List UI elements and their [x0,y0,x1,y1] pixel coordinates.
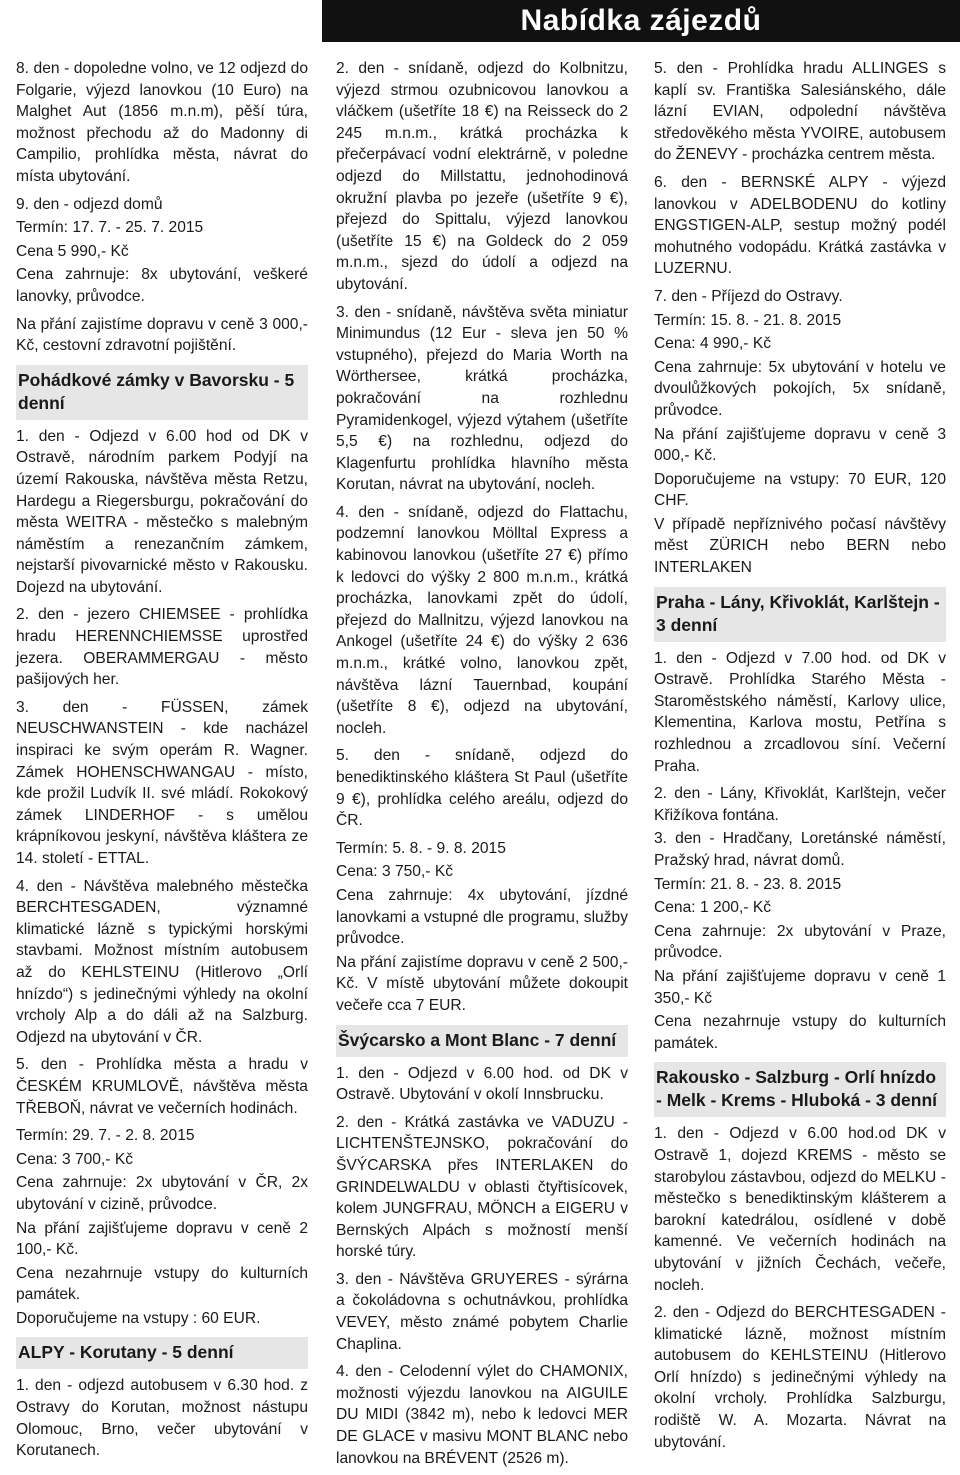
section-heading: Rakousko - Salzburg - Orlí hnízdo - Melk - Krems - Hluboká - 3 denní [654,1062,946,1117]
paragraph: V případě nepříznivého počasí návštěvy měst ZÜRICH nebo BERN nebo INTERLAKEN [654,515,946,577]
price-includes: Cena zahrnuje: 4x ubytování, jízdné lanovkami a vstupné dle programu, služby průvodce. [336,886,628,948]
paragraph: 5. den - Prohlídka hradu ALLINGES s kaplí sv. Františka Salesiánského, dále lázní EVIAN, odpolední návštěva středověkého města YVOIRE, autobusem do ŽENEVY - procházka centrem města. [654,60,946,164]
paragraph: 4. den - snídaně, odjezd do Flattachu, podzemní lanovkou Mölltal Express a kabinovou lanovkou (ušetříte 27 €) přímo k ledovci do výšky 2 800 m.n.m., krátká procházka, lanovkami zpět do údolí, přejezd do Mallnitzu, výjezd lanovkou na Ankogel (ušetříte 24 €) do výšky 2 636 m.n.m., krátké volno, lanovkou zpět, návštěva lázní Tauernbad, koupání (ušetříte 8 €), odjezd na ubytování, nocleh. [336,503,628,737]
trip-price: Cena: 3 750,- Kč [336,863,454,881]
paragraph: Cena nezahrnuje vstupy do kulturních památek. [654,1013,946,1052]
page-title: Nabídka zájezdů [520,4,762,37]
paragraph: 3. den - FÜSSEN, zámek NEUSCHWANSTEIN - kde nacházel inspiraci ke svým operám R. Wagner. Zámek HOHENSCHWANGAU - místo, kde prožil Ludvík II. své mládí. Rokokový zámek LINDERHOF - s umělou krápníkovou jeskyní, návštěva kláštera ze 14. století - ETTAL. [16,698,308,867]
trip-price: Cena: 1 200,- Kč [654,899,772,917]
paragraph: 1. den - odjezd autobusem v 6.30 hod. z Ostravy do Korutan, možnost nástupu Olomouc, Brno, večer ubytování v Korutanech. [16,1377,308,1460]
paragraph: 3. den - snídaně, návštěva světa miniatur Minimundus (12 Eur - sleva jen 50 % vstupného), přejezd do Maria Worth na Wörthersee, krátká procházka, pokračování na rozhlednu Pyramidenkogel, výjezd výtahem (ušetříte 5,5 €) na rozhlednu, odjezd do Klagenfurtu prohlídka hlavního města Korutan, návrat na ubytování, nocleh. [336,303,628,494]
paragraph: Na přání zajistíme dopravu v ceně 3 000,- Kč, cestovní zdravotní pojištění. [16,315,308,355]
paragraph: 2. den - snídaně, odjezd do Kolbnitzu, výjezd strmou ozubnicovou lanovkou a vláčkem (ušetříte 18 €) na Reisseck do 2 245 m.n.m., krátká procházka k přečerpávací vodní elektrárně, v poledne odjezd do Millstattu, jednohodinová okružní plavba po jezeře (ušetříte 9 €), přejezd do Spittalu, výjezd lanovkou (ušetříte 15 €) na Goldeck do 2 059 m.n.m., sjezd do údolí a odjezd na ubytování. [336,60,628,293]
paragraph: Doporučujeme na vstupy: 70 EUR, 120 CHF. [654,470,946,510]
paragraph: 8. den - dopoledne volno, ve 12 odjezd do Folgarie, výjezd lanovkou (10 Euro) na Malghet Aut (1856 m.n.m), pěší túra, možnost přechodu až do Madonny di Campilio, prohlídka města, návrat do místa ubytování. [16,60,308,185]
paragraph: 2. den - Lány, Křivoklát, Karlštejn, večer Křižíkova fontána. [654,785,946,824]
paragraph: 2. den - Odjezd do BERCHTESGADEN - klimatické lázně, možnost místním autobusem do KEHLSTEINU (Hitlerovo Orlí hnízdo) s jedinečnými výhledy na okolní vrcholy. Prohlídka Salzburgu, rodiště W. A. Mozarta. Návrat na ubytování. [654,1304,946,1451]
trip-dates: Termín: 17. 7. - 25. 7. 2015 [16,219,204,237]
paragraph: 1. den - Odjezd v 6.00 hod. od DK v Ostravě. Ubytování v okolí Innsbrucku. [336,1064,628,1104]
paragraph: Na přání zajistíme dopravu v ceně 2 500,- Kč. V místě ubytování můžete dokoupit večeře cca 7 EUR. [336,953,628,1014]
trip-price: Cena 5 990,- Kč [16,242,129,260]
column-3 [654,58,946,1459]
section-heading: ALPY - Korutany - 5 denní [16,1337,308,1369]
paragraph: Na přání zajišťujeme dopravu v ceně 2 100,- Kč. [16,1219,308,1259]
trip-price: Cena: 3 700,- Kč [16,1150,134,1168]
trip-price: Cena: 4 990,- Kč [654,335,772,353]
section-heading: Švýcarsko a Mont Blanc - 7 denní [336,1025,628,1057]
paragraph: 2. den - jezero CHIEMSEE - prohlídka hradu HERENNCHIEMSSE uprostřed jezera. OBERAMMERGAU - město pašijových her. [16,606,308,689]
paragraph: 5. den - snídaně, odjezd do benediktinského kláštera St Paul (ušetříte 9 €), prohlídka celého areálu, odjezd do ČR. [336,747,628,830]
paragraph: 5. den - Prohlídka města a hradu v ČESKÉM KRUMLOVĚ, návštěva města TŘEBOŇ, návrat ve večerních hodinách. [16,1056,308,1117]
paragraph: 3. den - Hradčany, Loretánské náměstí, Pražský hrad, návrat domů. [654,830,946,869]
paragraph: Doporučujeme na vstupy : 60 EUR. [16,1309,261,1327]
paragraph: 4. den - Návštěva malebného městečka BERCHTESGADEN, významné klimatické lázně s typickými horskými stavbami. Možnost místním autobusem až do KEHLSTEINU (Hitlerovo „Orlí hnízdo“) s jedinečnými výhledy na okolní vrcholy Alp a do dáli až na Salzburg. Odjezd na ubytování v ČR. [16,877,308,1046]
paragraph: Na přání zajišťujeme dopravu v ceně 1 350,- Kč [654,967,946,1007]
paragraph: Cena nezahrnuje vstupy do kulturních památek. [16,1264,308,1304]
paragraph: 6. den - BERNSKÉ ALPY - výjezd lanovkou v ADELBODENU do kotliny ENGSTIGEN-ALP, sestup možný podél mohutného vodopádu. Krátká zastávka v LUZERNU. [654,173,946,278]
paragraph: 1. den - Odjezd v 6.00 hod.od DK v Ostravě 1, dojezd KREMS - město se starobylou zástavbou, odjezd do MELKU - městečko s benediktinským klášterem a barokní katedrálou, osídlené v době kamenné. Ve večerních hodinách na ubytování v jižních Čechách, večeře, nocleh. [654,1125,946,1294]
paragraph: 1. den - Odjezd v 6.00 hod od DK v Ostravě, národním parkem Podyjí na území Rakouska, návštěva města Retzu, Hardegu a Riegersburgu, pokračování do města WEITRA - městečko s malebným náměstím a renezančním zámkem, nejstarší pivovarnické město v Rakousku. Dojezd na ubytování. [16,427,308,596]
column-1 [16,58,308,1468]
price-includes: Cena zahrnuje: 2x ubytování v ČR, 2x ubytování v cizině, průvodce. [16,1174,308,1213]
trip-dates: Termín: 15. 8. - 21. 8. 2015 [654,311,842,329]
trip-dates: Termín: 5. 8. - 9. 8. 2015 [336,839,506,857]
section-heading: Pohádkové zámky v Bavorsku - 5 denní [16,365,308,420]
page-header [322,0,960,42]
paragraph: 1. den - Odjezd v 7.00 hod. od DK v Ostravě. Prohlídka Starého Města - Staroměstského náměstí, Karlovy ulice, Klementina, Karlova mostu, Petřína s rozhlednou a zrcadlovou síní. Večerní Praha. [654,649,946,775]
price-includes: Cena zahrnuje: 5x ubytování v hotelu ve dvoulůžkových pokojích, 5x snídaně, průvodce. [654,358,946,419]
trip-dates: Termín: 29. 7. - 2. 8. 2015 [16,1127,195,1145]
trip-dates: Termín: 21. 8. - 23. 8. 2015 [654,875,842,893]
section-heading: Praha - Lány, Křivoklát, Karlštejn - 3 denní [654,587,946,642]
price-includes: Cena zahrnuje: 8x ubytování, veškeré lanovky, průvodce. [16,266,308,305]
paragraph: Na přání zajišťujeme dopravu v ceně 3 000,- Kč. [654,425,946,465]
paragraph: 3. den - Návštěva GRUYERES - sýrárna a čokoládovna s ochutnávkou, prohlídka VEVEY, město známé pobytem Charlie Chaplina. [336,1270,628,1353]
paragraph: 2. den - Krátká zastávka ve VADUZU - LICHTENŠTEJNSKO, pokračování do ŠVÝCARSKA přes INTERLAKEN do GRINDELWALDU v oblasti čtyřtisícovek, kolem JUNGFRAU, MÖNCH a EIGERU v Bernských Alpách s možností menší horské túry. [336,1113,628,1261]
paragraph: 9. den - odjezd domů [16,195,163,213]
paragraph: 4. den - Celodenní výlet do CHAMONIX, možnosti výjezdu lanovkou na AIGUILE DU MIDI (3842 m), nebo k ledovci MER DE GLACE v masivu MONT BLANC nebo lanovkou na BRÉVENT (2526 m). [336,1363,628,1467]
paragraph: 7. den - Příjezd do Ostravy. [654,287,843,305]
price-includes: Cena zahrnuje: 2x ubytování v Praze, průvodce. [654,922,946,962]
column-2 [336,58,628,1475]
